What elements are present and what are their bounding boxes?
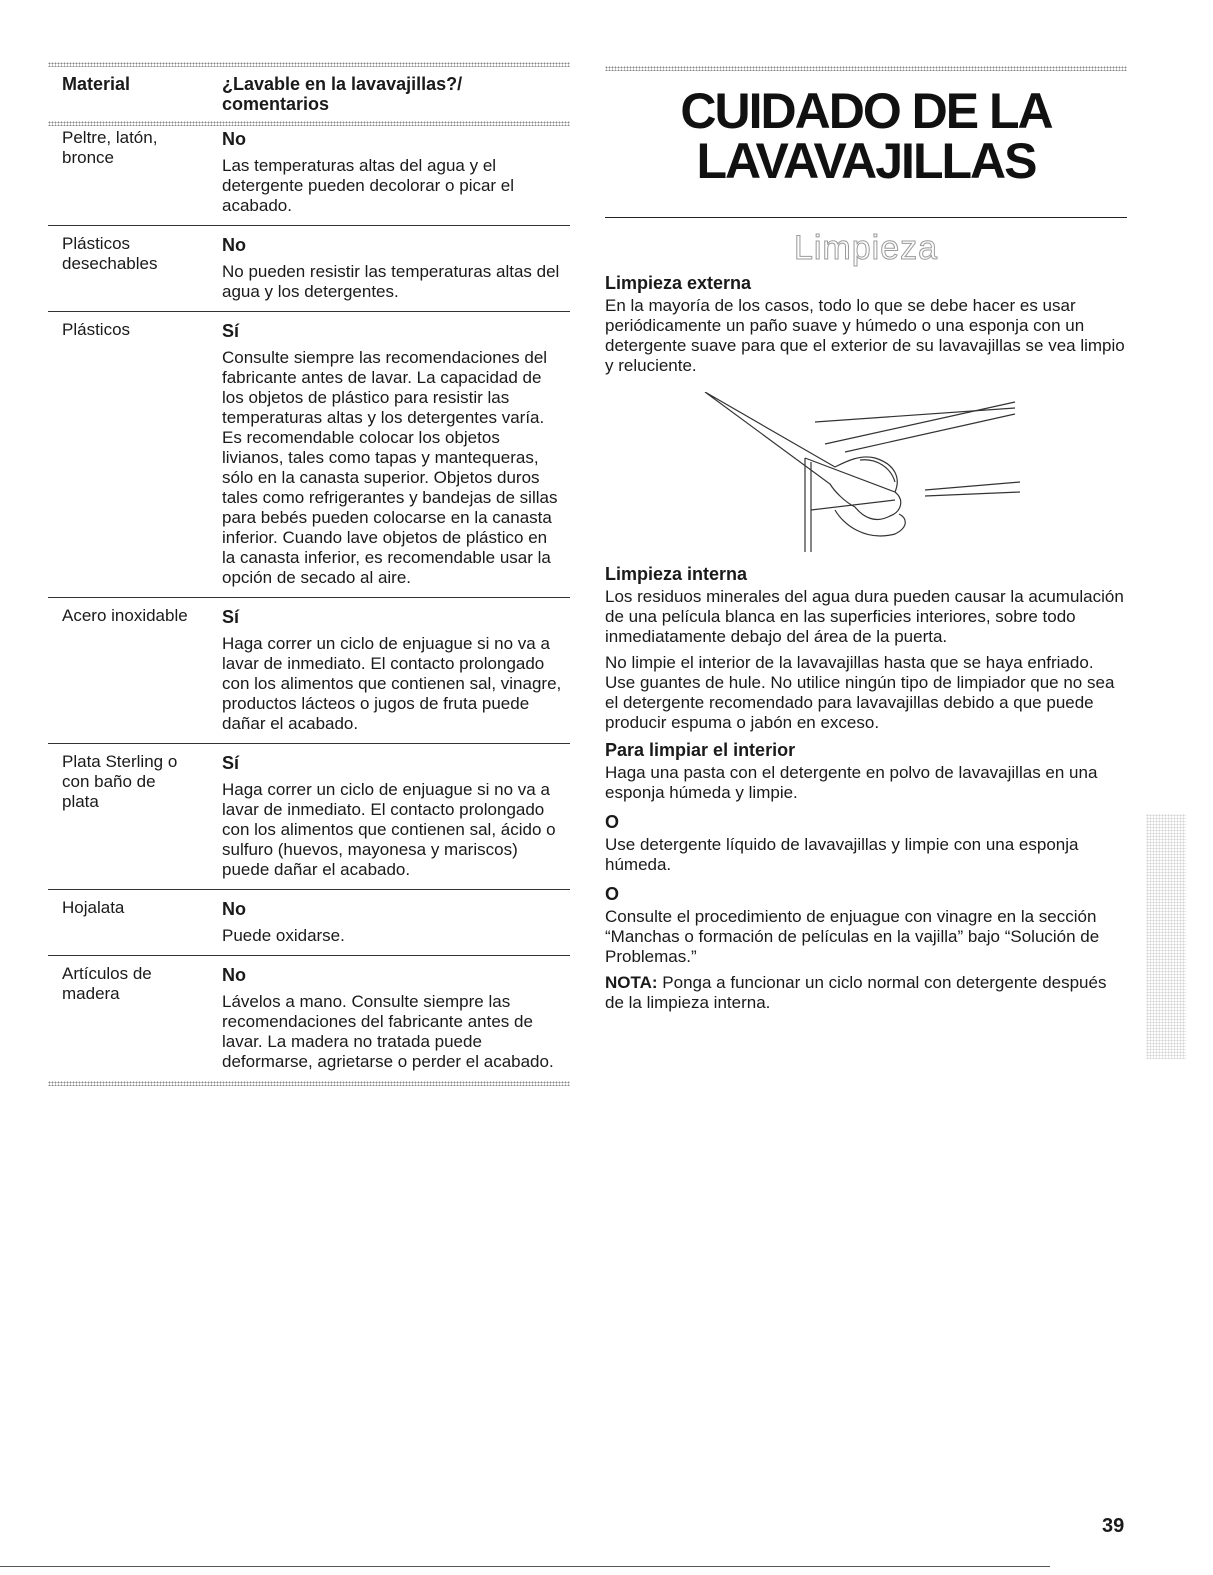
row-comment: Consulte siempre las recomendaciones del fabricante antes de lavar. La capacidad de los objetos de plástico para resistir las temperaturas altas y los detergentes varía. Es recomendable colocar los objetos livianos, tales como tapas y mantequeras, sólo en la canasta superior. Objetos duros tales como refrigerantes y bandejas de sillas para bebés pueden colocarse en la canasta inferior. Cuando lave objetos de plástico en la canasta inferior, es recomendable usar la opción de secado al aire.	[222, 348, 558, 587]
page-title	[605, 83, 1127, 189]
row-material: Plásticos desechables	[62, 234, 158, 273]
page-title-line-1: CUIDADO DE LA	[680, 83, 1052, 139]
external-cleaning-heading: Limpieza externa	[605, 273, 752, 293]
row-material: Artículos de madera	[62, 964, 152, 1003]
row-comment: Puede oxidarse.	[222, 926, 345, 945]
row-answer: Sí	[222, 753, 240, 773]
row-material: Acero inoxidable	[62, 606, 188, 625]
bottom-rule	[0, 1566, 1050, 1567]
row-answer: No	[222, 965, 246, 985]
row-material: Plásticos	[62, 320, 131, 339]
table-row	[48, 956, 570, 1081]
table-row	[48, 226, 570, 312]
table-row	[48, 744, 570, 890]
row-material: Hojalata	[62, 898, 125, 917]
row-comment: No pueden resistir las temperaturas altas del agua y los detergentes.	[222, 262, 560, 301]
table-row	[48, 598, 570, 744]
note-label: NOTA:	[605, 973, 658, 992]
table-bottom-dotted-rule	[48, 1081, 570, 1086]
hand-wiping-illustration	[695, 392, 1025, 552]
row-answer: No	[222, 899, 246, 919]
side-language-tab	[1146, 814, 1186, 1059]
internal-cleaning-heading: Limpieza interna	[605, 564, 748, 584]
internal-cleaning-text-2: No limpie el interior de la lavavajillas hasta que se haya enfriado. Use guantes de hule. No utilice ningún tipo de limpiador que no sea el detergente recomendado para lavavajillas debido a que puede producir espuma o jabón en exceso.	[605, 653, 1115, 732]
section-title-cleaning: Limpieza	[793, 229, 939, 267]
row-comment: Lávelos a mano. Consulte siempre las recomendaciones del fabricante antes de lavar. La madera no tratada puede deformarse, agrietarse o perder el acabado.	[222, 992, 554, 1071]
care-section	[605, 62, 1127, 1013]
table-row	[48, 120, 570, 226]
note	[605, 973, 1127, 1013]
table-header	[48, 62, 570, 120]
internal-cleaning-text-1: Los residuos minerales del agua dura pueden causar la acumulación de una película blanca en las superficies interiores, sobre todo inmediatamente debajo del área de la puerta.	[605, 587, 1124, 646]
row-material: Plata Sterling o con baño de plata	[62, 752, 178, 811]
row-comment: Las temperaturas altas del agua y el detergente pueden decolorar o picar el acabado.	[222, 156, 515, 215]
table-row	[48, 890, 570, 956]
header-material: Material	[62, 74, 131, 94]
row-answer: No	[222, 129, 246, 149]
row-answer: Sí	[222, 321, 240, 341]
row-material: Peltre, latón, bronce	[62, 128, 158, 167]
or-separator-1: O	[605, 812, 620, 832]
external-cleaning-text: En la mayoría de los casos, todo lo que se debe hacer es usar periódicamente un paño suave y húmedo o una esponja con un detergente suave para que el exterior de su lavavajillas se vea limpio y reluciente.	[605, 296, 1125, 375]
note-text: Ponga a funcionar un ciclo normal con detergente después de la limpieza interna.	[605, 973, 1107, 1012]
page-number: 39	[1102, 1515, 1125, 1537]
row-answer: Sí	[222, 607, 240, 627]
or-separator-2: O	[605, 884, 620, 904]
clean-interior-step-2: Use detergente líquido de lavavajillas y limpie con una esponja húmeda.	[605, 835, 1079, 874]
title-divider	[605, 217, 1127, 218]
clean-interior-step-1: Haga una pasta con el detergente en polvo de lavavajillas en una esponja húmeda y limpie.	[605, 763, 1098, 802]
row-comment: Haga correr un ciclo de enjuague si no va a lavar de inmediato. El contacto prolongado con los alimentos que contienen sal, ácido o sulfuro (huevos, mayonesa y mariscos) puede dañar el acabado.	[222, 780, 556, 879]
page-title-line-2: LAVAVAJILLAS	[696, 133, 1036, 189]
row-answer: No	[222, 235, 246, 255]
table-row	[48, 312, 570, 598]
header-dishwasher-safe: ¿Lavable en la lavavajillas?/ comentarios	[222, 74, 463, 114]
clean-interior-heading: Para limpiar el interior	[605, 740, 796, 760]
row-comment: Haga correr un ciclo de enjuague si no va a lavar de inmediato. El contacto prolongado con los alimentos que contienen sal, vinagre, productos lácteos o jugos de fruta puede dañar el acabado.	[222, 634, 562, 733]
materials-table	[48, 62, 570, 1086]
clean-interior-step-3: Consulte el procedimiento de enjuague con vinagre en la sección “Manchas o formación de películas en la vajilla” bajo “Solución de Problemas.”	[605, 907, 1100, 966]
